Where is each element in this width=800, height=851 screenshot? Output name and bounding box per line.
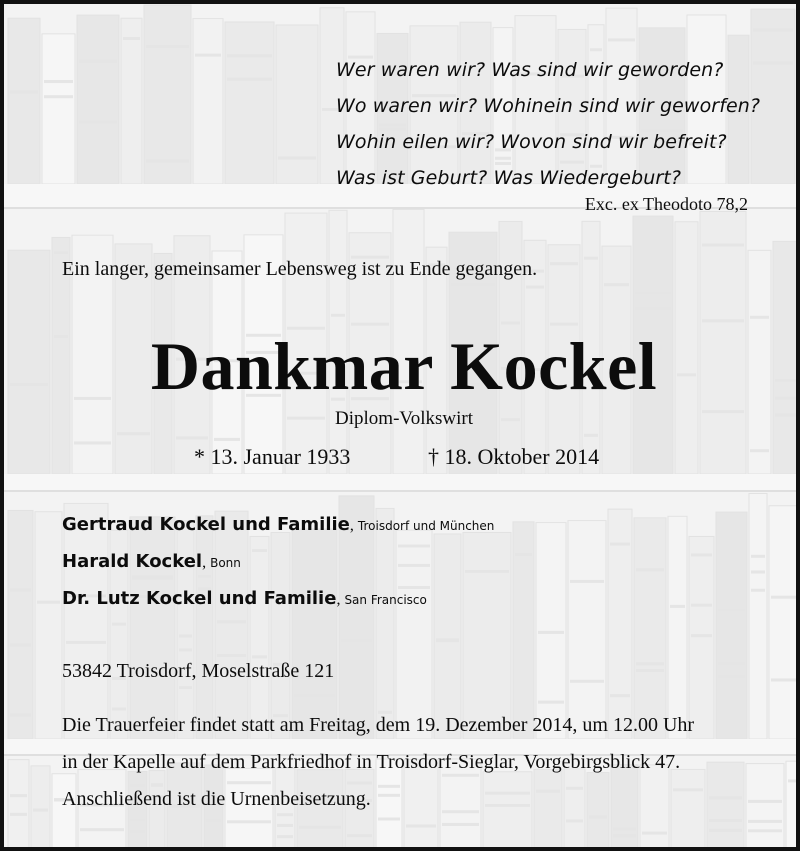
service-line: Die Trauerfeier findet statt am Freitag, dem 19. Dezember 2014, um 12.00 Uhr [62, 714, 695, 736]
survivor-entry: Dr. Lutz Kockel und Familie, San Francisco [62, 588, 427, 609]
notice-content [4, 4, 800, 851]
survivor-entry: Gertraud Kockel und Familie, Troisdorf und München [62, 514, 495, 535]
survivor-entry: Harald Kockel, Bonn [62, 551, 241, 572]
funeral-service-info [62, 707, 694, 818]
poem-source: Exc. ex Theodoto 78,2 [584, 194, 748, 214]
survivor-place: San Francisco [344, 593, 427, 607]
poem-line: Wo waren wir? Wohinein sind wir geworfen? [336, 95, 761, 117]
poem-line: Was ist Geburt? Was Wiedergeburt? [336, 167, 682, 189]
service-line: Anschließend ist die Urnenbeisetzung. [62, 788, 371, 810]
deceased-title: Diplom-Volkswirt [335, 408, 473, 429]
survivor-place: Bonn [210, 556, 241, 570]
death-date: † 18. Oktober 2014 [428, 444, 600, 469]
birth-date: * 13. Januar 1933 [194, 444, 351, 469]
survivor-name: Harald Kockel [62, 551, 203, 572]
service-line: in der Kapelle auf dem Parkfriedhof in Troisdorf-Sieglar, Vorgebirgsblick 47. [62, 751, 681, 773]
survivor-name: Gertraud Kockel und Familie [62, 514, 350, 535]
survivor-name: Dr. Lutz Kockel und Familie [62, 588, 337, 609]
intro-text: Ein langer, gemeinsamer Lebensweg ist zu Ende gegangen. [62, 258, 538, 280]
address: 53842 Troisdorf, Moselstraße 121 [62, 660, 335, 682]
poem-line: Wohin eilen wir? Wovon sind wir befreit? [336, 131, 727, 153]
survivor-place: Troisdorf und München [357, 519, 495, 533]
survivors-list [62, 510, 494, 621]
deceased-name: Dankmar Kockel [150, 328, 658, 404]
poem [336, 52, 760, 196]
poem-line: Wer waren wir? Was sind wir geworden? [336, 59, 724, 81]
